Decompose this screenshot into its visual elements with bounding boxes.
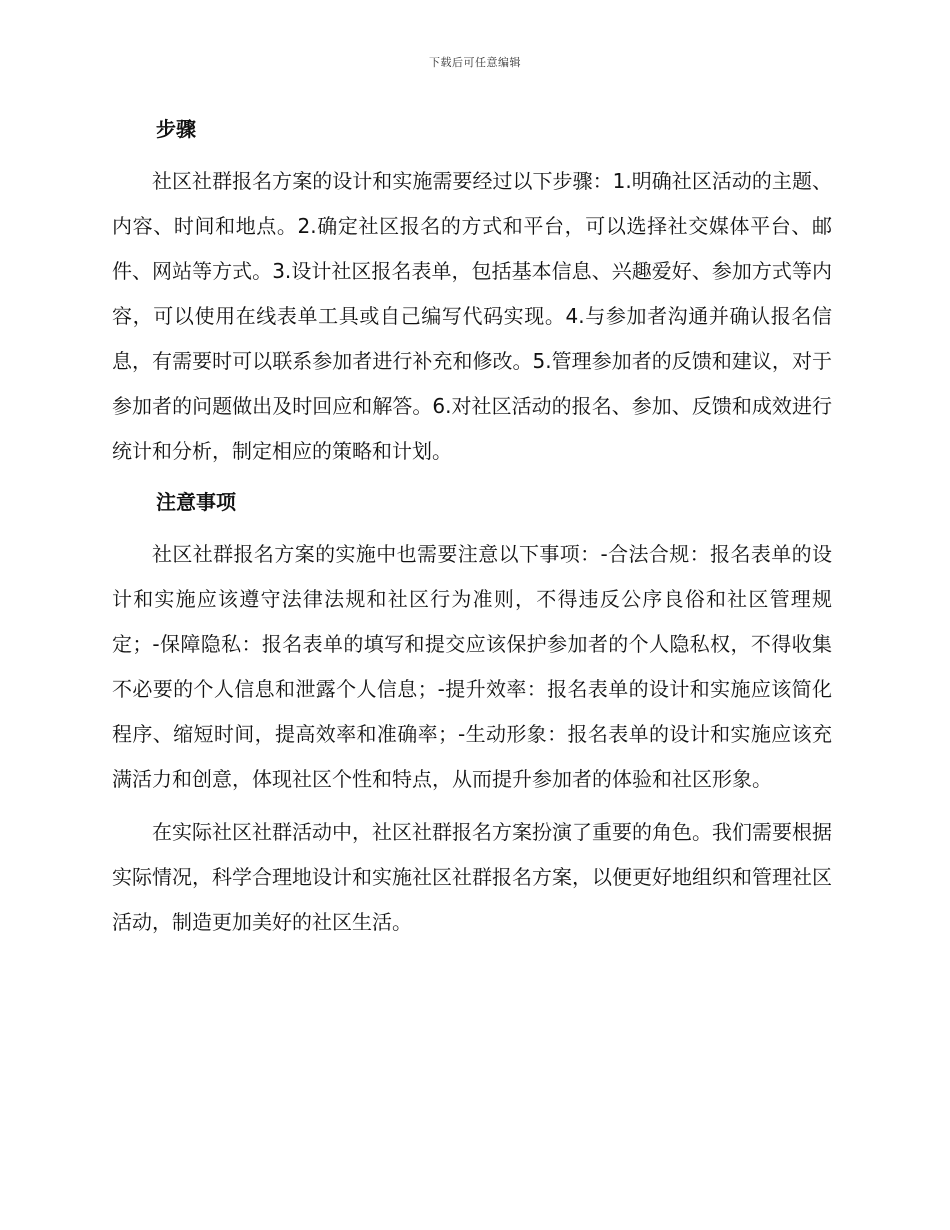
page-header: 下载后可任意编辑 (429, 56, 521, 69)
section-heading-notes: 注意事项 (156, 490, 236, 514)
steps-paragraph: 社区社群报名方案的设计和实施需要经过以下步骤：1.明确社区活动的主题、内容、时间和地点。2.确定社区报名的方式和平台，可以选择社交媒体平台、邮件、网站等方式。3.设计社区报名表单，包括基本信息、兴趣爱好、参加方式等内容，可以使用在线表单工具或自己编写代码实现。4.与参加者沟通并确认报名信息，有需要时可以联系参加者进行补充和修改。5.管理参加者的反馈和建议，对于参加者的问题做出及时回应和解答。6.对社区活动的报名、参加、反馈和成效进行统计和分析，制定相应的策略和计划。 (112, 169, 832, 463)
notes-paragraph: 社区社群报名方案的实施中也需要注意以下事项：-合法合规：报名表单的设计和实施应该遵守法律法规和社区行为准则，不得违反公序良俗和社区管理规定；-保障隐私：报名表单的填写和提交应该保护参加者的个人隐私权，不得收集不必要的个人信息和泄露个人信息；-提升效率：报名表单的设计和实施应该简化程序、缩短时间，提高效率和准确率；-生动形象：报名表单的设计和实施应该充满活力和创意，体现社区个性和特点，从而提升参加者的体验和社区形象。 (112, 542, 832, 791)
section-heading-steps: 步骤 (156, 117, 196, 141)
conclusion-paragraph: 在实际社区社群活动中，社区社群报名方案扮演了重要的角色。我们需要根据实际情况，科学合理地设计和实施社区社群报名方案，以便更好地组织和管理社区活动，制造更加美好的社区生活。 (112, 820, 832, 934)
document-body (112, 108, 832, 945)
